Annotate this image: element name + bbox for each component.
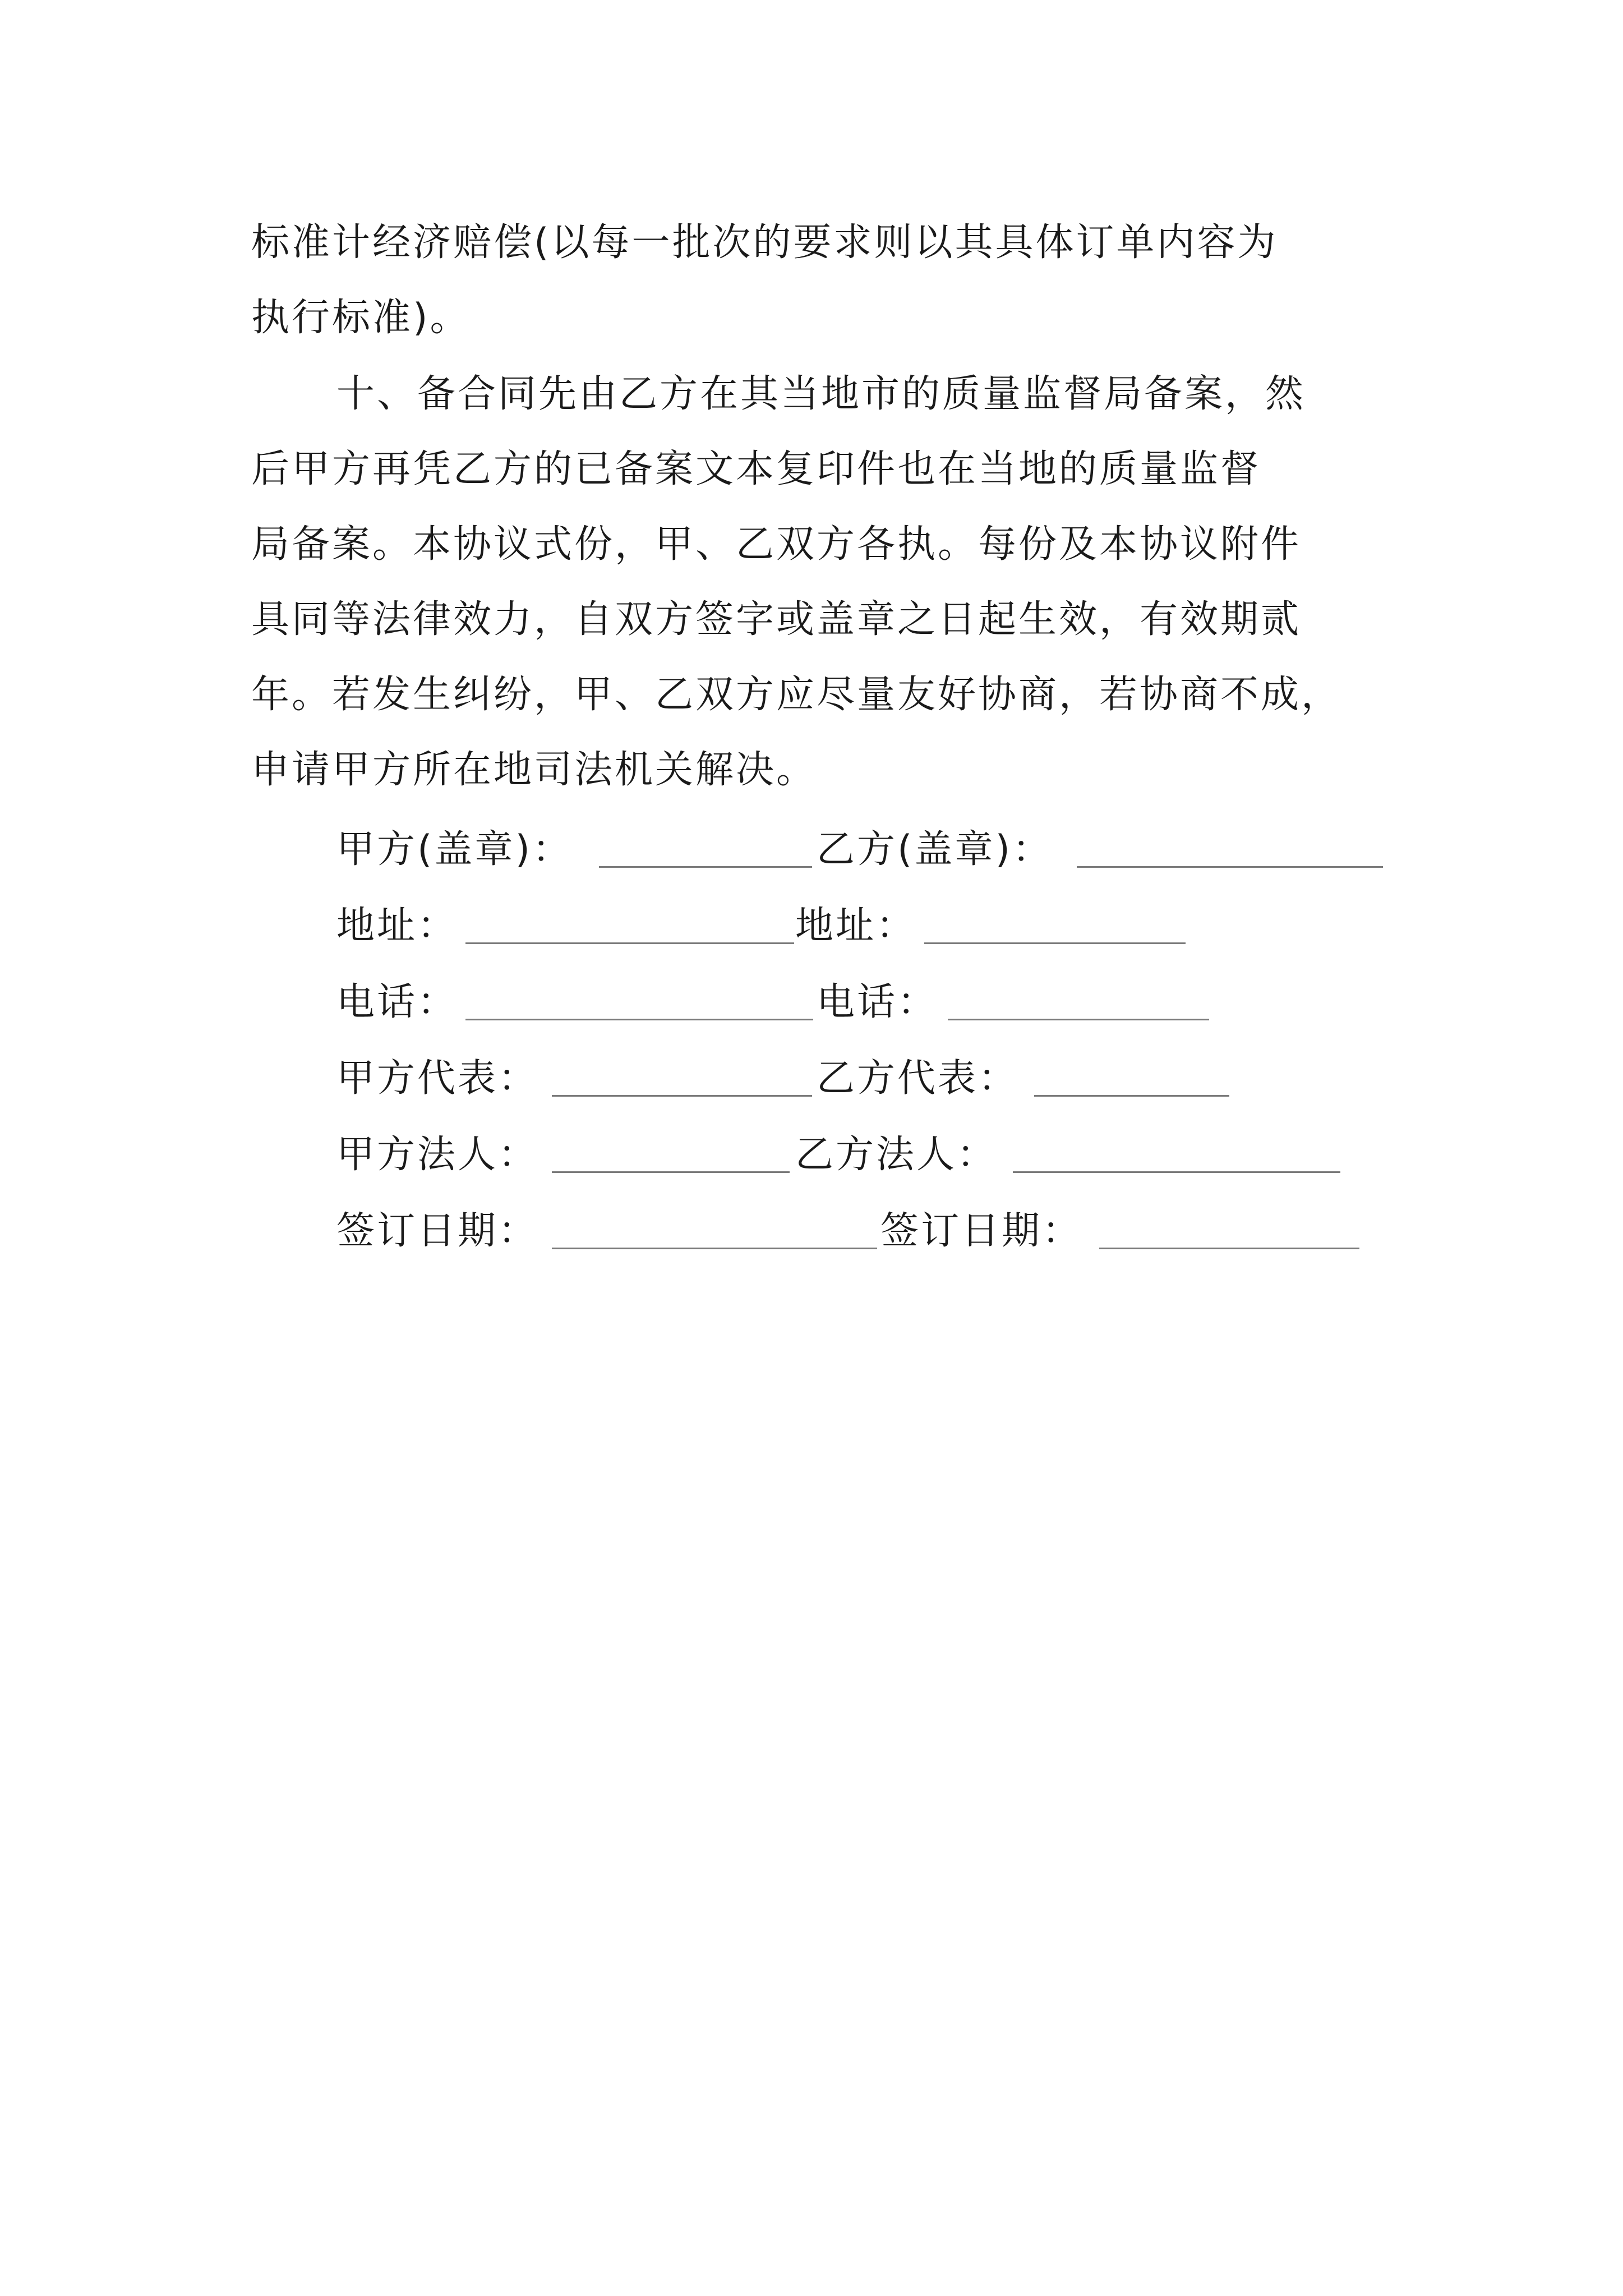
party-a-sign-date-blank[interactable]	[552, 1248, 877, 1249]
party-a-representative-label: 甲方代表：	[336, 1056, 539, 1101]
signature-row-seal	[0, 825, 1623, 875]
party-a-phone-label: 电话：	[336, 980, 458, 1024]
signature-row-phone	[0, 977, 1623, 1028]
clause-ten-line-5: 年。若发生纠纷，甲、乙双方应尽量友好协商，若协商不成，	[251, 673, 1342, 717]
party-a-seal-blank[interactable]	[599, 866, 812, 868]
party-b-address-label: 地址：	[795, 904, 917, 948]
party-b-phone-label: 电话：	[817, 980, 938, 1024]
party-b-seal-blank[interactable]	[1077, 866, 1383, 868]
clause-ten-line-2: 后甲方再凭乙方的已备案文本复印件也在当地的质量监督	[251, 447, 1261, 491]
clause-ten-line-1: 十、备合同先由乙方在其当地市的质量监督局备案，然	[336, 372, 1306, 416]
paragraph-end-line-1: 标准计经济赔偿(以每一批次的要求则以其具体订单内容为	[251, 220, 1278, 265]
signature-row-legal-person	[0, 1130, 1623, 1180]
party-b-legal-person-label: 乙方法人：	[795, 1133, 998, 1177]
clause-ten-line-6: 申请甲方所在地司法机关解决。	[251, 748, 817, 792]
clause-ten-line-3: 局备案。本协议式份，甲、乙双方各执。每份及本协议附件	[251, 522, 1302, 567]
paragraph-end-line-2: 执行标准)。	[251, 296, 471, 340]
party-a-legal-person-blank[interactable]	[552, 1171, 790, 1173]
party-b-sign-date-label: 签订日期：	[880, 1209, 1083, 1253]
signature-row-address	[0, 901, 1623, 951]
party-a-phone-blank[interactable]	[465, 1019, 813, 1020]
party-a-seal-label: 甲方(盖章)：	[336, 827, 573, 872]
party-b-seal-label: 乙方(盖章)：	[817, 827, 1053, 872]
party-b-phone-blank[interactable]	[948, 1019, 1209, 1020]
clause-ten-line-4: 具同等法律效力，自双方签字或盖章之日起生效，有效期贰	[251, 597, 1302, 642]
party-a-address-blank[interactable]	[465, 942, 794, 944]
party-b-legal-person-blank[interactable]	[1013, 1171, 1340, 1173]
party-b-sign-date-blank[interactable]	[1099, 1248, 1359, 1249]
signature-row-representative	[0, 1053, 1623, 1104]
party-b-representative-blank[interactable]	[1034, 1095, 1229, 1097]
party-a-representative-blank[interactable]	[552, 1095, 812, 1097]
party-a-address-label: 地址：	[336, 904, 458, 948]
signature-row-date	[0, 1206, 1623, 1257]
party-b-representative-label: 乙方代表：	[817, 1056, 1019, 1101]
party-a-sign-date-label: 签订日期：	[336, 1209, 539, 1253]
party-a-legal-person-label: 甲方法人：	[336, 1133, 539, 1177]
party-b-address-blank[interactable]	[924, 942, 1186, 944]
